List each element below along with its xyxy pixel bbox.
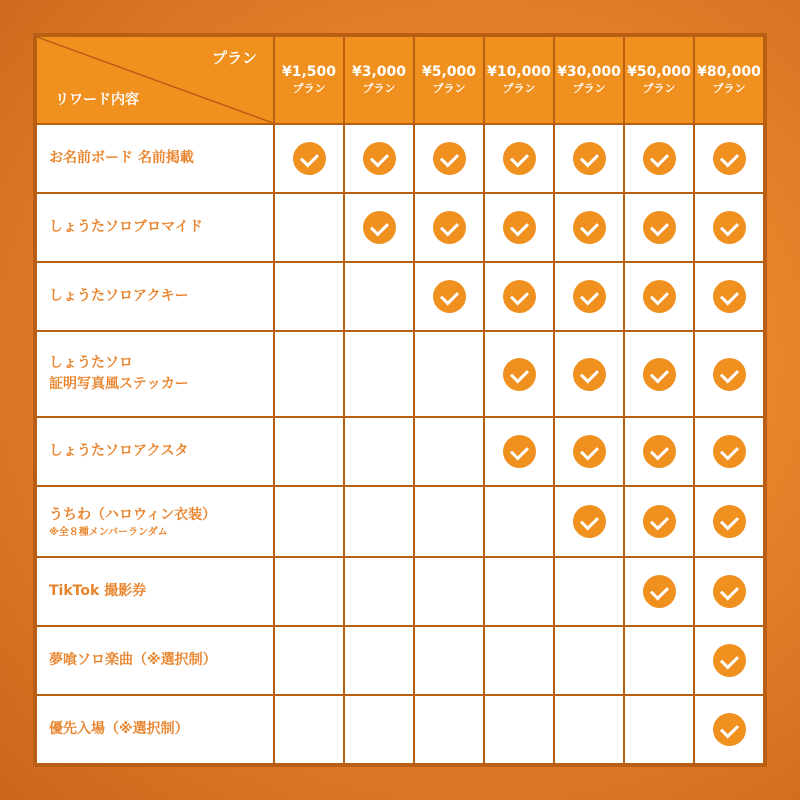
reward-plan-cell — [274, 557, 344, 626]
reward-plan-cell — [624, 486, 694, 557]
reward-plan-cell — [484, 262, 554, 331]
plan-label: プラン — [432, 82, 466, 96]
reward-plan-cell — [344, 262, 414, 331]
reward-label: しょうたソロアクスタ — [49, 443, 189, 460]
plan-label: プラン — [362, 82, 396, 96]
plan-header-30000 — [554, 36, 624, 124]
reward-plan-cell — [414, 557, 484, 626]
reward-label-cell — [36, 486, 274, 557]
reward-plan-cell — [694, 124, 764, 193]
reward-plan-cell — [484, 557, 554, 626]
reward-label: うちわ（ハロウィン衣装） — [49, 506, 217, 523]
reward-plan-cell — [554, 331, 624, 418]
check-icon — [713, 142, 746, 175]
reward-plan-cell — [344, 557, 414, 626]
reward-plan-cell — [414, 695, 484, 764]
reward-plan-cell — [554, 486, 624, 557]
reward-row — [36, 124, 764, 193]
reward-plan-cell — [624, 193, 694, 262]
check-icon — [573, 435, 606, 468]
plan-header-label: プラン — [211, 49, 257, 67]
reward-plan-cell — [414, 262, 484, 331]
reward-plan-cell — [484, 124, 554, 193]
check-icon — [573, 358, 606, 391]
reward-label-line2: 証明写真風ステッカー — [49, 376, 189, 393]
check-icon — [713, 713, 746, 746]
reward-plan-cell — [694, 695, 764, 764]
reward-row — [36, 486, 764, 557]
reward-plan-cell — [554, 557, 624, 626]
check-icon — [293, 142, 326, 175]
reward-plan-cell — [414, 486, 484, 557]
reward-label: お名前ボード 名前掲載 — [49, 149, 194, 166]
reward-plan-cell — [554, 626, 624, 695]
reward-plan-cell — [414, 124, 484, 193]
plan-price: ¥80,000 — [697, 64, 761, 81]
plan-label: プラン — [292, 82, 326, 96]
reward-plan-cell — [274, 486, 344, 557]
reward-label-cell — [36, 695, 274, 764]
reward-table — [35, 35, 765, 765]
reward-plan-cell — [554, 695, 624, 764]
reward-label-cell — [36, 557, 274, 626]
reward-header-label: リワード内容 — [55, 92, 139, 108]
check-icon — [573, 280, 606, 313]
check-icon — [643, 358, 676, 391]
plan-price: ¥30,000 — [557, 64, 621, 81]
reward-label: 夢喰ソロ楽曲（※選択制） — [49, 652, 217, 669]
check-icon — [433, 142, 466, 175]
reward-row — [36, 626, 764, 695]
reward-plan-cell — [484, 331, 554, 418]
plan-header-80000 — [694, 36, 764, 124]
reward-plan-cell — [414, 626, 484, 695]
reward-plan-cell — [484, 486, 554, 557]
reward-plan-cell — [694, 557, 764, 626]
check-icon — [433, 211, 466, 244]
plan-label: プラン — [712, 82, 746, 96]
reward-row — [36, 193, 764, 262]
reward-label: しょうたソロブロマイド — [49, 218, 203, 235]
reward-label-cell — [36, 331, 274, 418]
reward-plan-cell — [484, 626, 554, 695]
header-row — [36, 36, 764, 124]
reward-plan-cell — [624, 262, 694, 331]
reward-plan-cell — [554, 262, 624, 331]
check-icon — [363, 211, 396, 244]
check-icon — [713, 644, 746, 677]
reward-row — [36, 417, 764, 486]
check-icon — [503, 280, 536, 313]
plan-header-10000 — [484, 36, 554, 124]
check-icon — [433, 280, 466, 313]
check-icon — [643, 211, 676, 244]
reward-note: ※全８種メンバーランダム — [49, 526, 168, 538]
reward-plan-cell — [274, 331, 344, 418]
reward-label-cell — [36, 626, 274, 695]
reward-label: TikTok 撮影券 — [49, 583, 147, 600]
plan-label: プラン — [572, 82, 606, 96]
reward-plan-cell — [344, 193, 414, 262]
reward-plan-cell — [484, 695, 554, 764]
reward-plan-cell — [414, 193, 484, 262]
reward-plan-cell — [344, 626, 414, 695]
reward-label-cell — [36, 193, 274, 262]
reward-plan-cell — [274, 417, 344, 486]
plan-label: プラン — [502, 82, 536, 96]
check-icon — [643, 505, 676, 538]
check-icon — [713, 575, 746, 608]
reward-plan-cell — [624, 124, 694, 193]
check-icon — [573, 211, 606, 244]
reward-plan-cell — [554, 417, 624, 486]
check-icon — [643, 280, 676, 313]
check-icon — [503, 358, 536, 391]
check-icon — [503, 435, 536, 468]
reward-label-cell — [36, 124, 274, 193]
reward-row — [36, 695, 764, 764]
reward-plan-cell — [624, 626, 694, 695]
check-icon — [503, 211, 536, 244]
check-icon — [643, 142, 676, 175]
check-icon — [713, 358, 746, 391]
check-icon — [363, 142, 396, 175]
reward-plan-cell — [624, 695, 694, 764]
reward-plan-cell — [274, 695, 344, 764]
reward-plan-cell — [414, 331, 484, 418]
reward-plan-cell — [414, 417, 484, 486]
check-icon — [573, 142, 606, 175]
reward-table-frame — [33, 33, 767, 767]
reward-row — [36, 262, 764, 331]
reward-plan-cell — [554, 124, 624, 193]
reward-plan-cell — [694, 193, 764, 262]
plan-label: プラン — [642, 82, 676, 96]
reward-plan-cell — [694, 417, 764, 486]
check-icon — [713, 505, 746, 538]
reward-plan-cell — [344, 486, 414, 557]
reward-plan-cell — [344, 331, 414, 418]
reward-label: 優先入場（※選択制） — [49, 721, 189, 738]
reward-plan-cell — [344, 124, 414, 193]
reward-plan-cell — [694, 262, 764, 331]
plan-price: ¥3,000 — [351, 64, 407, 81]
reward-plan-cell — [484, 193, 554, 262]
reward-plan-cell — [274, 193, 344, 262]
reward-label: しょうたソロ — [49, 355, 133, 372]
plan-price: ¥50,000 — [627, 64, 691, 81]
check-icon — [713, 280, 746, 313]
check-icon — [573, 505, 606, 538]
reward-plan-cell — [274, 124, 344, 193]
check-icon — [713, 211, 746, 244]
reward-plan-cell — [624, 331, 694, 418]
check-icon — [713, 435, 746, 468]
check-icon — [643, 435, 676, 468]
header-corner-cell — [36, 36, 274, 124]
check-icon — [643, 575, 676, 608]
reward-plan-cell — [694, 331, 764, 418]
reward-plan-cell — [554, 193, 624, 262]
reward-label: しょうたソロアクキー — [49, 287, 189, 304]
plan-header-5000 — [414, 36, 484, 124]
reward-plan-cell — [694, 626, 764, 695]
plan-price: ¥1,500 — [281, 64, 337, 81]
reward-label-cell — [36, 417, 274, 486]
plan-header-50000 — [624, 36, 694, 124]
check-icon — [503, 142, 536, 175]
reward-plan-cell — [274, 626, 344, 695]
reward-row — [36, 331, 764, 418]
plan-price: ¥5,000 — [421, 64, 477, 81]
reward-plan-cell — [624, 417, 694, 486]
reward-plan-cell — [344, 695, 414, 764]
plan-header-3000 — [344, 36, 414, 124]
reward-rows — [36, 124, 764, 764]
reward-row — [36, 557, 764, 626]
plan-price: ¥10,000 — [487, 64, 551, 81]
reward-plan-cell — [624, 557, 694, 626]
plan-header-1500 — [274, 36, 344, 124]
reward-plan-cell — [274, 262, 344, 331]
reward-plan-cell — [694, 486, 764, 557]
reward-plan-cell — [344, 417, 414, 486]
reward-label-cell — [36, 262, 274, 331]
reward-plan-cell — [484, 417, 554, 486]
